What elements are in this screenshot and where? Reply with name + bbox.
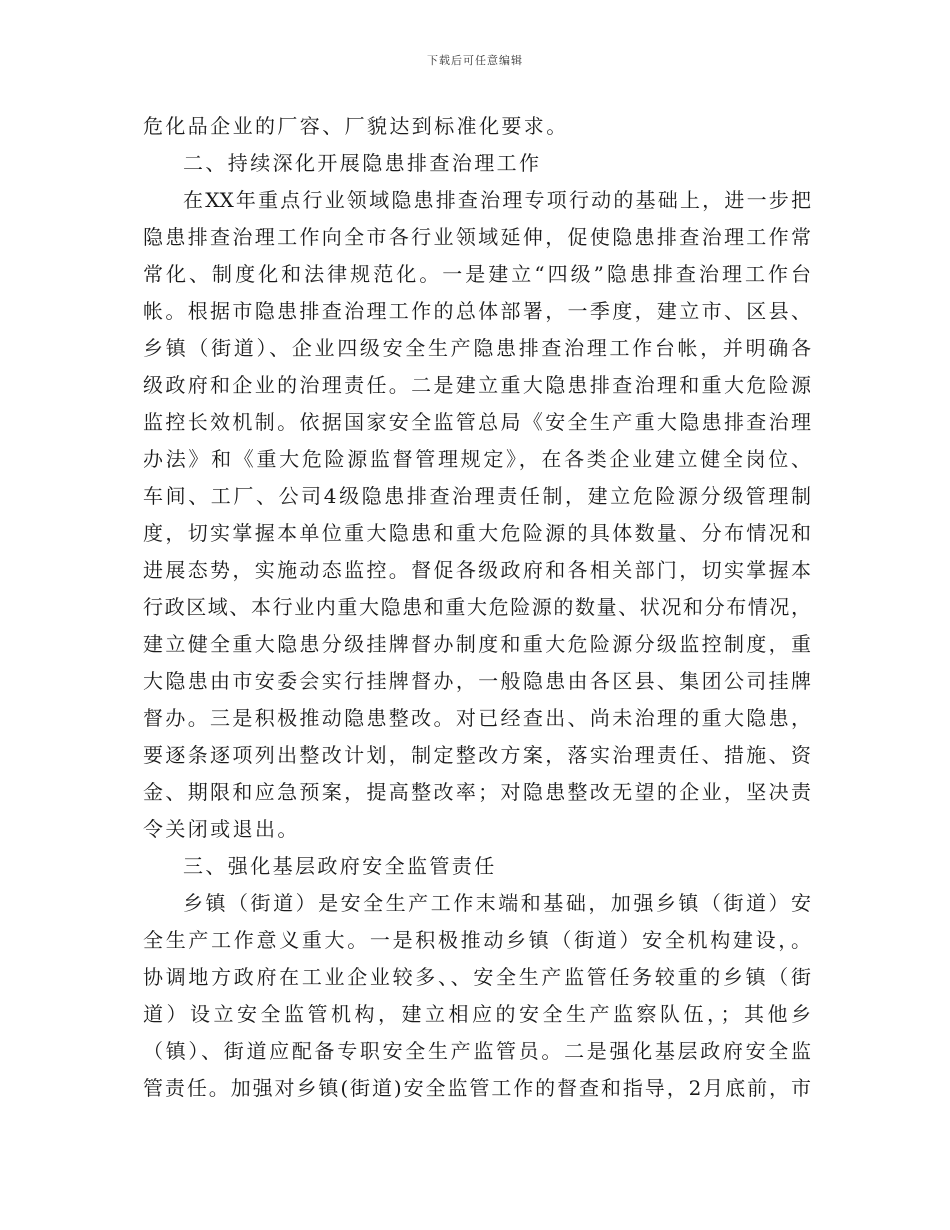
text-line-19: 金、期限和应急预案，提高整改率；对隐患整改无望的企业，坚决责 [143, 780, 811, 804]
section-heading-3: 三、强化基层政府安全监管责任 [183, 854, 497, 878]
text-line-14: 行政区域、本行业内重大隐患和重大危险源的数量、状况和分布情况， [143, 595, 811, 619]
text-line-9: 监控长效机制。依据国家安全监管总局《安全生产重大隐患排查治理 [143, 410, 811, 434]
text-line-22: 乡镇（街道）是安全生产工作末端和基础，加强乡镇（街道）安 [183, 891, 811, 915]
text-line-17: 督办。三是积极推动隐患整改。对已经查出、尚未治理的重大隐患， [143, 706, 811, 730]
text-line-6: 帐。根据市隐患排查治理工作的总体部署，一季度，建立市、区县、 [143, 299, 811, 323]
text-line-26: （镇）、街道应配备专职安全生产监管员。二是强化基层政府安全监 [143, 1039, 811, 1063]
text-line-16: 大隐患由市安委会实行挂牌督办，一般隐患由各区县、集团公司挂牌 [143, 669, 811, 693]
text-line-13: 进展态势，实施动态监控。督促各级政府和各相关部门，切实掌握本 [143, 558, 811, 582]
text-line-27: 管责任。加强对乡镇(街道)安全监管工作的督查和指导，2月底前，市 [143, 1076, 811, 1100]
text-line-11: 车间、工厂、公司4级隐患排查治理责任制，建立危险源分级管理制 [143, 484, 811, 508]
text-line-1: 危化品企业的厂容、厂貌达到标准化要求。 [143, 114, 569, 138]
text-line-8: 级政府和企业的治理责任。二是建立重大隐患排查治理和重大危险源 [143, 373, 811, 397]
text-line-15: 建立健全重大隐患分级挂牌督办制度和重大危险源分级监控制度，重 [143, 632, 811, 656]
text-line-10: 办法》和《重大危险源监督管理规定》，在各类企业建立健全岗位、 [143, 447, 811, 471]
text-line-5: 常化、制度化和法律规范化。一是建立“四级”隐患排查治理工作台 [143, 262, 811, 286]
text-line-23: 全生产工作意义重大。一是积极推动乡镇（街道）安全机构建设，。 [143, 928, 811, 952]
page-header-note: 下载后可任意编辑 [427, 54, 523, 67]
text-line-24: 协调地方政府在工业企业较多、、安全生产监管任务较重的乡镇（街 [143, 965, 811, 989]
section-heading-2: 二、持续深化开展隐患排查治理工作 [183, 151, 542, 175]
text-line-3: 在XX年重点行业领域隐患排查治理专项行动的基础上，进一步把 [183, 188, 811, 212]
text-line-20: 令关闭或退出。 [143, 817, 300, 841]
text-line-7: 乡镇（街道）、企业四级安全生产隐患排查治理工作台帐，并明确各 [143, 336, 811, 360]
text-line-12: 度，切实掌握本单位重大隐患和重大危险源的具体数量、分布情况和 [143, 521, 811, 545]
text-line-18: 要逐条逐项列出整改计划，制定整改方案，落实治理责任、措施、资 [143, 743, 811, 767]
text-line-25: 道）设立安全监管机构，建立相应的安全生产监察队伍，；其他乡 [143, 1002, 811, 1026]
text-line-4: 隐患排查治理工作向全市各行业领域延伸，促使隐患排查治理工作常 [143, 225, 811, 249]
document-body [143, 108, 811, 1107]
